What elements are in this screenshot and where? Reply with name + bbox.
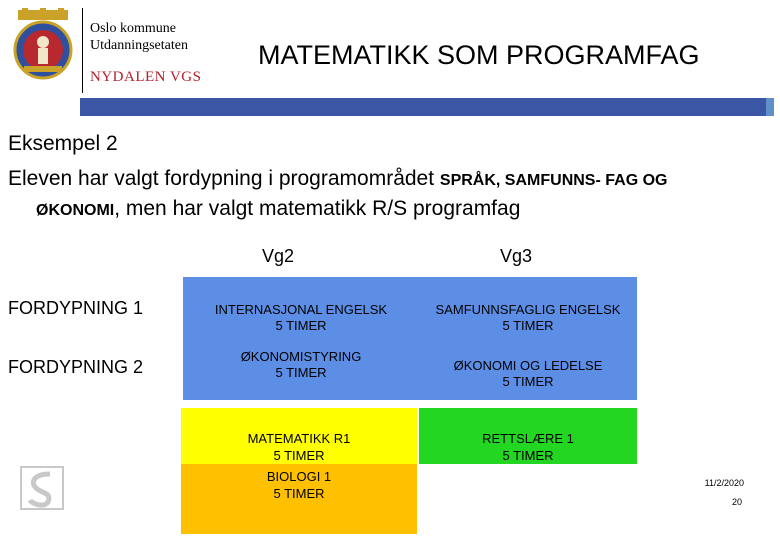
cell-fordypning2-vg3 bbox=[419, 358, 637, 390]
cell-hours: 5 TIMER bbox=[275, 365, 327, 380]
org-name: Oslo kommune bbox=[90, 21, 176, 36]
program-area-text: SPRÅK, SAMFUNNS- FAG OG bbox=[439, 172, 668, 189]
biology-subject: BIOLOGI 1 bbox=[266, 469, 332, 484]
law-subject: RETTSLÆRE 1 bbox=[482, 431, 574, 446]
slide-number: 20 bbox=[731, 497, 742, 507]
math-hours: 5 TIMER bbox=[273, 448, 325, 463]
biology-hours: 5 TIMER bbox=[273, 486, 325, 501]
cell-fordypning2-vg2 bbox=[183, 349, 419, 381]
school-name: NYDALEN VGS bbox=[90, 69, 202, 85]
description-text: Eleven har valgt fordypning i programområdet bbox=[8, 167, 440, 190]
program-area-text-cont: ØKONOMI bbox=[36, 202, 115, 219]
org-dept: Utdanningsetaten bbox=[90, 38, 188, 53]
slide-date: 11/2/2020 bbox=[704, 478, 744, 488]
description-text-cont: , men har valgt matematikk R/S programfag bbox=[114, 197, 521, 220]
biology-label bbox=[181, 468, 417, 502]
math-subject: MATEMATIKK R1 bbox=[247, 431, 351, 446]
row-label-fordypning-2: FORDYPNING 2 bbox=[8, 357, 144, 377]
row-label-fordypning-1: FORDYPNING 1 bbox=[8, 298, 144, 318]
header-divider bbox=[82, 8, 83, 93]
cell-fordypning1-vg3 bbox=[419, 302, 637, 334]
oslo-crest-icon bbox=[12, 8, 74, 82]
column-heading-vg2: Vg2 bbox=[261, 246, 295, 266]
cell-subject: INTERNASJONAL ENGELSK bbox=[214, 302, 388, 317]
oslo-logo-icon bbox=[20, 466, 64, 510]
cell-hours: 5 TIMER bbox=[502, 318, 554, 333]
cell-subject: ØKONOMI OG LEDELSE bbox=[453, 358, 603, 373]
header-bar-accent bbox=[766, 98, 774, 116]
example-description-line1 bbox=[8, 167, 667, 191]
header-bar bbox=[80, 98, 772, 116]
column-heading-vg3: Vg3 bbox=[499, 246, 533, 266]
cell-fordypning1-vg2 bbox=[183, 302, 419, 334]
cell-subject: ØKONOMISTYRING bbox=[240, 349, 362, 364]
example-title: Eksempel 2 bbox=[8, 132, 118, 155]
cell-subject: SAMFUNNSFAGLIG ENGELSK bbox=[435, 302, 621, 317]
math-label bbox=[181, 430, 417, 464]
law-label bbox=[419, 430, 637, 464]
cell-hours: 5 TIMER bbox=[502, 374, 554, 389]
example-description-line2 bbox=[36, 197, 520, 221]
cell-hours: 5 TIMER bbox=[275, 318, 327, 333]
page-title: MATEMATIKK SOM PROGRAMFAG bbox=[258, 40, 700, 70]
law-hours: 5 TIMER bbox=[502, 448, 554, 463]
grid-block-vg2 bbox=[183, 277, 436, 400]
